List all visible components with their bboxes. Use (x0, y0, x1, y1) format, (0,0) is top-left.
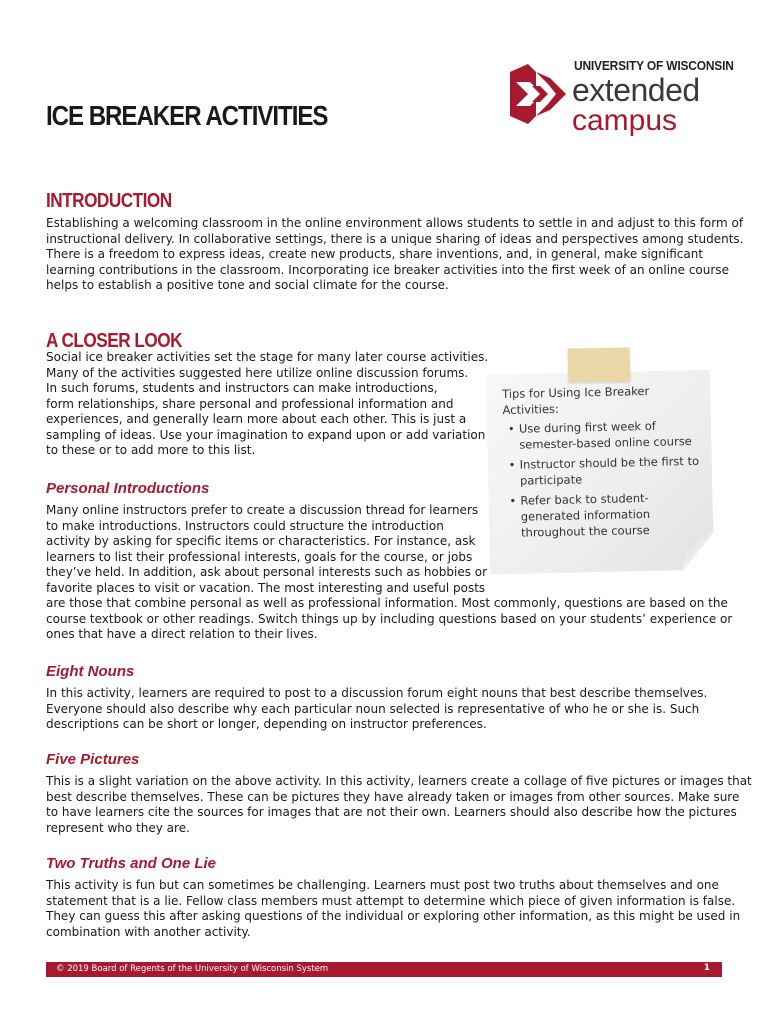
logo-university-text: UNIVERSITY OF WISCONSIN (574, 58, 734, 73)
text-line: are those that combine personal as well as professional information. Most commonly, questions are based on the (46, 596, 728, 610)
five-pictures-paragraph (46, 774, 752, 836)
text-line: This activity is fun but can sometimes be challenging. Learners must post two truths about themselves and one (46, 878, 719, 892)
five-pictures-heading: Five Pictures (46, 751, 140, 768)
text-line: ones that have a direct relation to their lives. (46, 627, 318, 641)
introduction-heading: INTRODUCTION (46, 190, 172, 212)
logo-extended-text: extended (572, 72, 700, 108)
eight-nouns-paragraph (46, 686, 707, 733)
text-line: Many of the activities suggested here utilize online discussion forums. (46, 365, 469, 380)
footer-bar (46, 962, 722, 977)
text-line: Establishing a welcoming classroom in the online environment allows students to settle in and adjust to this form of (46, 216, 744, 230)
text-line: statement that is a lie. Fellow class members must attempt to determine which piece of given information is false. (46, 893, 736, 908)
text-line: Social ice breaker activities set the stage for many later course activities. (46, 350, 489, 364)
bullet-icon: • (509, 493, 517, 508)
list-item (503, 417, 704, 453)
text-line: sampling of ideas. Use your imagination to expand upon or add variation (46, 427, 486, 442)
personal-introductions-heading: Personal Introductions (46, 480, 210, 497)
list-item (503, 453, 704, 489)
logo-campus-text: campus (572, 104, 678, 137)
text-line: experiences, and generally learn more about each other. This is just a (46, 412, 467, 426)
text-line: to these or to add more to this list. (46, 443, 256, 457)
eight-nouns-heading: Eight Nouns (46, 663, 135, 680)
tip-text: Use during first week of semester-based online course (518, 418, 692, 452)
text-line: In such forums, students and instructors can make introductions, (46, 381, 438, 395)
text-line: descriptions can be short or longer, depending on instructor preferences. (46, 717, 487, 731)
text-line: course textbook or other readings. Switch things up by including questions based on your students’ experience or (46, 611, 733, 626)
personal-introductions-paragraph (46, 503, 732, 643)
text-line: combination with another activity. (46, 924, 251, 939)
tip-text: Refer back to student-generated information throughout the course (520, 490, 651, 540)
note-tape (568, 347, 631, 382)
two-truths-heading: Two Truths and One Lie (46, 855, 217, 872)
text-line: favorite places to visit or vacation. The most interesting and useful posts (46, 580, 486, 595)
text-line: they’ve held. In addition, ask about personal interests such as hobbies or (46, 565, 488, 579)
text-line: helps to establish a positive tone and social climate for the course. (46, 278, 449, 292)
text-line: In this activity, learners are required to post to a discussion forum eight nouns that best describe themselves. (46, 686, 708, 700)
text-line: represent who they are. (46, 820, 190, 835)
text-line: to make introductions. Instructors could structure the introduction (46, 518, 444, 533)
text-line: instructional delivery. In collaborative settings, there is a unique sharing of ideas and perspectives among students. (46, 231, 744, 246)
note-title: Tips for Using Ice Breaker Activities: (502, 383, 650, 417)
closer-look-paragraph (46, 350, 488, 459)
introduction-paragraph (46, 216, 743, 294)
text-line: learning contributions in the classroom. Incorporating ice breaker activities into the first week of an online course (46, 262, 729, 277)
page-number: 1 (703, 963, 710, 973)
text-line: Everyone should also describe why each particular noun selected is representative of who he or she is. Such (46, 701, 700, 716)
bullet-icon: • (507, 421, 515, 436)
bullet-icon: • (508, 457, 516, 472)
text-line: form relationships, share personal and professional information and (46, 396, 454, 411)
text-line: They can guess this after asking questions of the individual or exploring other information, as this might be used in (46, 909, 741, 923)
text-line: Many online instructors prefer to create a discussion thread for learners (46, 503, 479, 517)
page-title: ICE BREAKER ACTIVITIES (46, 100, 328, 131)
footer-copyright: © 2019 Board of Regents of the University of Wisconsin System (56, 964, 329, 974)
text-line: There is a freedom to express ideas, create new products, share inventions, and, in general, make significant (46, 247, 704, 261)
tip-text: Instructor should be the first to participate (519, 453, 700, 488)
text-line: activity by asking for specific items or characteristics. For instance, ask (46, 534, 476, 548)
logo-chevron-icon (510, 64, 568, 124)
text-line: This is a slight variation on the above activity. In this activity, learners create a collage of five pictures or images that (46, 774, 752, 788)
closer-look-heading: A CLOSER LOOK (46, 330, 183, 352)
text-line: learners to list their professional interests, goals for the course, or jobs (46, 549, 473, 564)
two-truths-paragraph (46, 878, 740, 940)
text-line: to have learners cite the sources for images that are not their own. Learners should also describe how the pictures (46, 805, 737, 819)
extended-campus-logo (510, 58, 734, 143)
text-line: best describe themselves. These can be pictures they have already taken or images from other sources. Make sure (46, 789, 740, 804)
